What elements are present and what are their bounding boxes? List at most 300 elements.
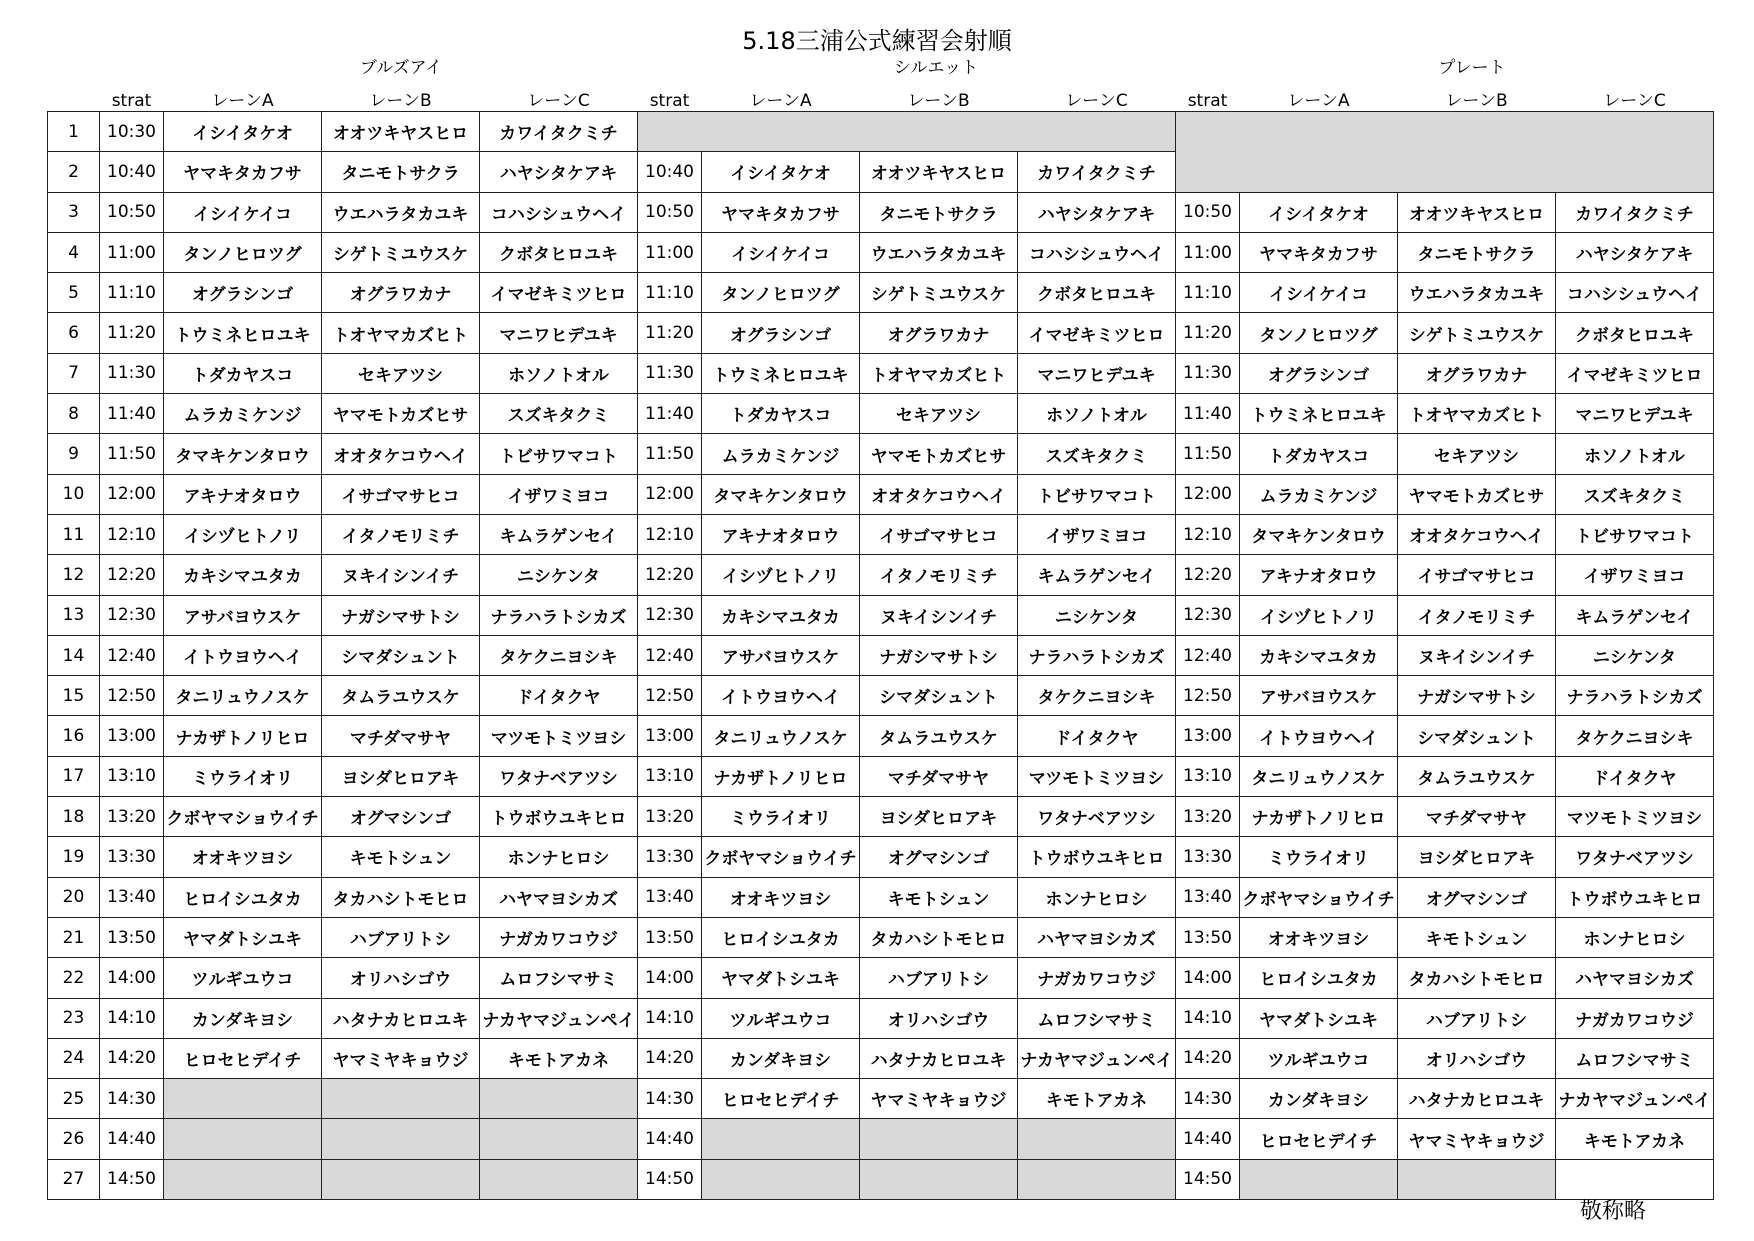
shooter-bullseye-lane-a	[164, 1079, 322, 1119]
shooter-silhouette-lane-a: オオキツヨシ	[702, 877, 860, 917]
shooter-silhouette-lane-c: タケクニヨシキ	[1018, 676, 1176, 716]
shooter-bullseye-lane-b: オグラワカナ	[322, 273, 480, 313]
start-time-silhouette: 14:40	[638, 1119, 702, 1159]
shooter-bullseye-lane-b: セキアツシ	[322, 353, 480, 393]
start-time-silhouette: 11:00	[638, 232, 702, 272]
shooter-bullseye-lane-c: ハヤシタケアキ	[480, 152, 638, 192]
table-row	[48, 474, 1714, 514]
shooter-bullseye-lane-b: イサゴマサヒコ	[322, 474, 480, 514]
shooter-bullseye-lane-a	[164, 1119, 322, 1159]
shooter-bullseye-lane-b: ナガシマサトシ	[322, 595, 480, 635]
start-time-bullseye: 12:20	[100, 555, 164, 595]
shooter-bullseye-lane-c: クボタヒロユキ	[480, 232, 638, 272]
table-row	[48, 998, 1714, 1038]
row-number: 1	[48, 112, 100, 152]
start-time-silhouette: 13:30	[638, 837, 702, 877]
shooter-bullseye-lane-c: カワイタクミチ	[480, 112, 638, 152]
shooter-silhouette-lane-a: トウミネヒロユキ	[702, 353, 860, 393]
header-lane-a: レーンA	[211, 91, 274, 111]
row-number: 27	[48, 1159, 100, 1199]
shooter-bullseye-lane-b: オリハシゴウ	[322, 958, 480, 998]
table-row	[48, 273, 1714, 313]
start-time-silhouette: 14:00	[638, 958, 702, 998]
shooter-bullseye-lane-c: マツモトミツヨシ	[480, 716, 638, 756]
start-time-plate: 12:20	[1176, 555, 1240, 595]
start-time-plate: 14:00	[1176, 958, 1240, 998]
header-start: strat	[111, 91, 152, 111]
table-row	[48, 1079, 1714, 1119]
header-start: strat	[649, 91, 690, 111]
shooter-bullseye-lane-a	[164, 1159, 322, 1199]
row-number: 14	[48, 635, 100, 675]
shooter-silhouette-lane-c: ドイタクヤ	[1018, 716, 1176, 756]
shooter-plate-lane-a: トダカヤスコ	[1240, 434, 1398, 474]
shooter-silhouette-lane-a	[702, 1159, 860, 1199]
shooter-silhouette-lane-b: シゲトミユウスケ	[860, 273, 1018, 313]
shooter-silhouette-lane-b	[860, 1119, 1018, 1159]
start-time-plate: 13:10	[1176, 756, 1240, 796]
shooter-bullseye-lane-c: コハシシュウヘイ	[480, 192, 638, 232]
shooter-plate-lane-c: ナガカワコウジ	[1556, 998, 1714, 1038]
shooter-bullseye-lane-b: トオヤマカズヒト	[322, 313, 480, 353]
start-time-bullseye: 11:30	[100, 353, 164, 393]
start-time-bullseye: 14:10	[100, 998, 164, 1038]
shooter-plate-lane-b: タカハシトモヒロ	[1398, 958, 1556, 998]
start-time-silhouette: 10:40	[638, 152, 702, 192]
shooter-silhouette-lane-b	[860, 1159, 1018, 1199]
shooter-plate-lane-b: セキアツシ	[1398, 434, 1556, 474]
empty-block-silhouette	[638, 112, 1176, 152]
start-time-plate: 12:10	[1176, 514, 1240, 554]
start-time-bullseye: 12:50	[100, 676, 164, 716]
shooter-plate-lane-a: ナカザトノリヒロ	[1240, 797, 1398, 837]
shooter-plate-lane-b: トオヤマカズヒト	[1398, 394, 1556, 434]
honorifics-omitted-note: 敬称略	[1580, 1199, 1647, 1224]
shooter-plate-lane-b: タニモトサクラ	[1398, 232, 1556, 272]
shooter-bullseye-lane-b: ヤマモトカズヒサ	[322, 394, 480, 434]
shooter-bullseye-lane-a: オグラシンゴ	[164, 273, 322, 313]
start-time-bullseye: 14:30	[100, 1079, 164, 1119]
shooter-plate-lane-a: イシイタケオ	[1240, 192, 1398, 232]
row-number: 8	[48, 394, 100, 434]
row-number: 9	[48, 434, 100, 474]
shooter-silhouette-lane-c: ナガカワコウジ	[1018, 958, 1176, 998]
shooter-silhouette-lane-a: タンノヒロツグ	[702, 273, 860, 313]
shooter-plate-lane-b: シゲトミユウスケ	[1398, 313, 1556, 353]
shooter-bullseye-lane-c	[480, 1079, 638, 1119]
table-row	[48, 958, 1714, 998]
shooter-bullseye-lane-b: タムラユウスケ	[322, 676, 480, 716]
shooter-plate-lane-a: ヒロセヒデイチ	[1240, 1119, 1398, 1159]
shooter-plate-lane-a: タマキケンタロウ	[1240, 514, 1398, 554]
table-row	[48, 917, 1714, 957]
table-row	[48, 676, 1714, 716]
shooter-plate-lane-b: ヤマモトカズヒサ	[1398, 474, 1556, 514]
row-number: 3	[48, 192, 100, 232]
shooter-bullseye-lane-a: タンノヒロツグ	[164, 232, 322, 272]
start-time-plate: 12:30	[1176, 595, 1240, 635]
table-row	[48, 837, 1714, 877]
shooter-plate-lane-b: イタノモリミチ	[1398, 595, 1556, 635]
shooter-plate-lane-b: オグラワカナ	[1398, 353, 1556, 393]
shooter-bullseye-lane-a: ヤマダトシユキ	[164, 917, 322, 957]
shooter-plate-lane-a: イトウヨウヘイ	[1240, 716, 1398, 756]
start-time-bullseye: 13:10	[100, 756, 164, 796]
start-time-bullseye: 10:30	[100, 112, 164, 152]
table-row	[48, 635, 1714, 675]
row-number: 21	[48, 917, 100, 957]
header-lane-c: レーンC	[1065, 91, 1128, 111]
row-number: 11	[48, 514, 100, 554]
shooter-bullseye-lane-c: イザワミヨコ	[480, 474, 638, 514]
shooter-bullseye-lane-a: ヒロセヒデイチ	[164, 1038, 322, 1078]
row-number: 6	[48, 313, 100, 353]
header-lane-b: レーンB	[1445, 91, 1508, 111]
start-time-silhouette: 14:20	[638, 1038, 702, 1078]
row-number: 22	[48, 958, 100, 998]
shooter-silhouette-lane-b: ウエハラタカユキ	[860, 232, 1018, 272]
shooter-silhouette-lane-b: ヌキイシンイチ	[860, 595, 1018, 635]
shooter-bullseye-lane-a: イシイタケオ	[164, 112, 322, 152]
start-time-silhouette: 12:30	[638, 595, 702, 635]
start-time-silhouette: 12:00	[638, 474, 702, 514]
shooter-silhouette-lane-b: マチダマサヤ	[860, 756, 1018, 796]
empty-block-plate	[1176, 112, 1714, 193]
shooter-bullseye-lane-a: タマキケンタロウ	[164, 434, 322, 474]
table-row	[48, 877, 1714, 917]
row-number: 19	[48, 837, 100, 877]
shooter-plate-lane-c: タケクニヨシキ	[1556, 716, 1714, 756]
table-row	[48, 555, 1714, 595]
shooter-plate-lane-b: オオタケコウヘイ	[1398, 514, 1556, 554]
shooter-bullseye-lane-b: ヌキイシンイチ	[322, 555, 480, 595]
start-time-silhouette: 14:50	[638, 1159, 702, 1199]
shooter-plate-lane-b: ハブアリトシ	[1398, 998, 1556, 1038]
shooter-bullseye-lane-c: ニシケンタ	[480, 555, 638, 595]
shooter-silhouette-lane-c: イマゼキミツヒロ	[1018, 313, 1176, 353]
shooter-silhouette-lane-a: ヤマキタカフサ	[702, 192, 860, 232]
shooter-silhouette-lane-a: イシイタケオ	[702, 152, 860, 192]
shooter-bullseye-lane-a: ツルギユウコ	[164, 958, 322, 998]
shooter-silhouette-lane-b: オグマシンゴ	[860, 837, 1018, 877]
shooter-bullseye-lane-c: キムラゲンセイ	[480, 514, 638, 554]
table-row	[48, 1159, 1714, 1199]
shooter-plate-lane-c: クボタヒロユキ	[1556, 313, 1714, 353]
shooter-silhouette-lane-a: イシイケイコ	[702, 232, 860, 272]
start-time-plate: 10:50	[1176, 192, 1240, 232]
table-row	[48, 797, 1714, 837]
shooter-plate-lane-a: ヤマダトシユキ	[1240, 998, 1398, 1038]
shooter-silhouette-lane-a: ヒロイシユタカ	[702, 917, 860, 957]
shooter-silhouette-lane-b: タムラユウスケ	[860, 716, 1018, 756]
shooter-silhouette-lane-c: ハヤマヨシカズ	[1018, 917, 1176, 957]
start-time-bullseye: 11:20	[100, 313, 164, 353]
shooter-silhouette-lane-b: イタノモリミチ	[860, 555, 1018, 595]
row-number: 5	[48, 273, 100, 313]
table-row	[48, 595, 1714, 635]
shooter-silhouette-lane-c: キムラゲンセイ	[1018, 555, 1176, 595]
shooter-bullseye-lane-b: オオツキヤスヒロ	[322, 112, 480, 152]
start-time-plate: 12:00	[1176, 474, 1240, 514]
start-time-silhouette: 11:50	[638, 434, 702, 474]
shooter-bullseye-lane-a: タニリュウノスケ	[164, 676, 322, 716]
header-number	[48, 79, 100, 112]
shooter-plate-lane-c: マツモトミツヨシ	[1556, 797, 1714, 837]
shooter-silhouette-lane-a: イトウヨウヘイ	[702, 676, 860, 716]
shooter-silhouette-lane-c: イザワミヨコ	[1018, 514, 1176, 554]
shooter-plate-lane-a: カキシマユタカ	[1240, 635, 1398, 675]
start-time-silhouette: 13:00	[638, 716, 702, 756]
row-number: 24	[48, 1038, 100, 1078]
shooter-plate-lane-b: ヤマミヤキョウジ	[1398, 1119, 1556, 1159]
shooter-plate-lane-a: ヤマキタカフサ	[1240, 232, 1398, 272]
shooter-plate-lane-c: トビサワマコト	[1556, 514, 1714, 554]
shooter-bullseye-lane-b: ハタナカヒロユキ	[322, 998, 480, 1038]
shooter-bullseye-lane-c	[480, 1159, 638, 1199]
shooter-bullseye-lane-b	[322, 1079, 480, 1119]
shooter-bullseye-lane-a: イシヅヒトノリ	[164, 514, 322, 554]
row-number: 13	[48, 595, 100, 635]
row-number: 17	[48, 756, 100, 796]
shooter-silhouette-lane-b: オオタケコウヘイ	[860, 474, 1018, 514]
start-time-plate: 13:00	[1176, 716, 1240, 756]
shooter-plate-lane-b: オリハシゴウ	[1398, 1038, 1556, 1078]
start-time-plate: 14:50	[1176, 1159, 1240, 1199]
start-time-plate: 14:30	[1176, 1079, 1240, 1119]
shooter-plate-lane-c: ナラハラトシカズ	[1556, 676, 1714, 716]
shooter-silhouette-lane-c: ムロフシマサミ	[1018, 998, 1176, 1038]
shooter-bullseye-lane-a: カキシマユタカ	[164, 555, 322, 595]
start-time-silhouette: 14:10	[638, 998, 702, 1038]
shooter-silhouette-lane-b: タニモトサクラ	[860, 192, 1018, 232]
shooter-silhouette-lane-b: ヤマミヤキョウジ	[860, 1079, 1018, 1119]
shooter-bullseye-lane-a: イシイケイコ	[164, 192, 322, 232]
shooter-bullseye-lane-c: ドイタクヤ	[480, 676, 638, 716]
shooter-bullseye-lane-b	[322, 1159, 480, 1199]
shooter-silhouette-lane-c: トビサワマコト	[1018, 474, 1176, 514]
shooter-bullseye-lane-a: ミウライオリ	[164, 756, 322, 796]
start-time-plate: 11:30	[1176, 353, 1240, 393]
start-time-plate: 11:20	[1176, 313, 1240, 353]
shooter-silhouette-lane-b: ヤマモトカズヒサ	[860, 434, 1018, 474]
shooter-plate-lane-b: マチダマサヤ	[1398, 797, 1556, 837]
start-time-plate: 13:30	[1176, 837, 1240, 877]
shooter-plate-lane-a: ツルギユウコ	[1240, 1038, 1398, 1078]
shooter-plate-lane-c: カワイタクミチ	[1556, 192, 1714, 232]
table-row	[48, 1119, 1714, 1159]
shooter-silhouette-lane-b: ナガシマサトシ	[860, 635, 1018, 675]
shooter-plate-lane-a: タンノヒロツグ	[1240, 313, 1398, 353]
shooter-bullseye-lane-b: シマダシュント	[322, 635, 480, 675]
shooter-bullseye-lane-c: マニワヒデユキ	[480, 313, 638, 353]
shooter-bullseye-lane-a: カンダキヨシ	[164, 998, 322, 1038]
shooter-bullseye-lane-b: シゲトミユウスケ	[322, 232, 480, 272]
shooter-silhouette-lane-a: カンダキヨシ	[702, 1038, 860, 1078]
shooter-silhouette-lane-a	[702, 1119, 860, 1159]
shooter-bullseye-lane-a: トダカヤスコ	[164, 353, 322, 393]
shooter-silhouette-lane-c: ナカヤマジュンペイ	[1018, 1038, 1176, 1078]
shooter-silhouette-lane-a: アキナオタロウ	[702, 514, 860, 554]
shooter-silhouette-lane-a: トダカヤスコ	[702, 394, 860, 434]
row-number: 12	[48, 555, 100, 595]
shooter-bullseye-lane-c: ナガカワコウジ	[480, 917, 638, 957]
shooter-bullseye-lane-c: ハヤマヨシカズ	[480, 877, 638, 917]
shooter-plate-lane-c: キムラゲンセイ	[1556, 595, 1714, 635]
shooter-bullseye-lane-c: スズキタクミ	[480, 394, 638, 434]
shooter-silhouette-lane-c: ホソノトオル	[1018, 394, 1176, 434]
start-time-silhouette: 12:10	[638, 514, 702, 554]
start-time-plate: 13:20	[1176, 797, 1240, 837]
shooter-silhouette-lane-a: タニリュウノスケ	[702, 716, 860, 756]
shooter-plate-lane-b: ヨシダヒロアキ	[1398, 837, 1556, 877]
row-number: 7	[48, 353, 100, 393]
shooter-plate-lane-b: イサゴマサヒコ	[1398, 555, 1556, 595]
table-row	[48, 112, 1714, 152]
row-number: 16	[48, 716, 100, 756]
start-time-silhouette: 11:40	[638, 394, 702, 434]
table-row	[48, 716, 1714, 756]
shooter-plate-lane-c: ハヤマヨシカズ	[1556, 958, 1714, 998]
start-time-plate: 11:00	[1176, 232, 1240, 272]
shooter-bullseye-lane-a: アキナオタロウ	[164, 474, 322, 514]
start-time-silhouette: 14:30	[638, 1079, 702, 1119]
shooter-plate-lane-c: ナカヤマジュンペイ	[1556, 1079, 1714, 1119]
start-time-plate: 11:40	[1176, 394, 1240, 434]
shooter-plate-lane-c: イマゼキミツヒロ	[1556, 353, 1714, 393]
shooter-plate-lane-c: イザワミヨコ	[1556, 555, 1714, 595]
shooter-bullseye-lane-a: アサバヨウスケ	[164, 595, 322, 635]
shooter-silhouette-lane-a: アサバヨウスケ	[702, 635, 860, 675]
shooter-bullseye-lane-b: オオタケコウヘイ	[322, 434, 480, 474]
shooter-silhouette-lane-b: キモトシュン	[860, 877, 1018, 917]
shooter-bullseye-lane-a: ナカザトノリヒロ	[164, 716, 322, 756]
shooter-bullseye-lane-c: タケクニヨシキ	[480, 635, 638, 675]
shooter-plate-lane-a: ムラカミケンジ	[1240, 474, 1398, 514]
group-label-bullseye: ブルズアイ	[359, 58, 443, 78]
row-number: 18	[48, 797, 100, 837]
shooter-plate-lane-c: キモトアカネ	[1556, 1119, 1714, 1159]
shooter-bullseye-lane-c: トウボウユキヒロ	[480, 797, 638, 837]
shooter-silhouette-lane-c: クボタヒロユキ	[1018, 273, 1176, 313]
header-lane-b: レーンB	[907, 91, 970, 111]
shooter-bullseye-lane-b: タカハシトモヒロ	[322, 877, 480, 917]
shooter-bullseye-lane-c: ワタナベアツシ	[480, 756, 638, 796]
header-lane-b: レーンB	[369, 91, 432, 111]
shooter-silhouette-lane-a: クボヤマショウイチ	[702, 837, 860, 877]
shooter-silhouette-lane-c	[1018, 1159, 1176, 1199]
shooter-plate-lane-a: カンダキヨシ	[1240, 1079, 1398, 1119]
row-number: 15	[48, 676, 100, 716]
shooter-silhouette-lane-b: オグラワカナ	[860, 313, 1018, 353]
table-row	[48, 232, 1714, 272]
shooter-plate-lane-b: ヌキイシンイチ	[1398, 635, 1556, 675]
shooter-plate-lane-a: ミウライオリ	[1240, 837, 1398, 877]
shooter-silhouette-lane-c: ワタナベアツシ	[1018, 797, 1176, 837]
shooter-silhouette-lane-b: オオツキヤスヒロ	[860, 152, 1018, 192]
table-row	[48, 434, 1714, 474]
shooter-silhouette-lane-b: ハブアリトシ	[860, 958, 1018, 998]
start-time-bullseye: 13:30	[100, 837, 164, 877]
shooter-plate-lane-a: アキナオタロウ	[1240, 555, 1398, 595]
shooter-silhouette-lane-a: タマキケンタロウ	[702, 474, 860, 514]
start-time-silhouette: 12:40	[638, 635, 702, 675]
shooter-plate-lane-a: ヒロイシユタカ	[1240, 958, 1398, 998]
table-row	[48, 353, 1714, 393]
row-number: 25	[48, 1079, 100, 1119]
shooter-bullseye-lane-a: イトウヨウヘイ	[164, 635, 322, 675]
shooter-silhouette-lane-b: ハタナカヒロユキ	[860, 1038, 1018, 1078]
start-time-bullseye: 14:50	[100, 1159, 164, 1199]
shooter-bullseye-lane-c: ナラハラトシカズ	[480, 595, 638, 635]
shooter-plate-lane-b: ハタナカヒロユキ	[1398, 1079, 1556, 1119]
shooter-silhouette-lane-a: オグラシンゴ	[702, 313, 860, 353]
shooter-silhouette-lane-c: ナラハラトシカズ	[1018, 635, 1176, 675]
start-time-bullseye: 11:00	[100, 232, 164, 272]
shooter-bullseye-lane-c: ナカヤマジュンペイ	[480, 998, 638, 1038]
shooter-bullseye-lane-c: キモトアカネ	[480, 1038, 638, 1078]
table-row	[48, 756, 1714, 796]
shooter-silhouette-lane-b: トオヤマカズヒト	[860, 353, 1018, 393]
shooter-bullseye-lane-b	[322, 1119, 480, 1159]
shooter-plate-lane-b: シマダシュント	[1398, 716, 1556, 756]
shooter-bullseye-lane-a: トウミネヒロユキ	[164, 313, 322, 353]
start-time-silhouette: 13:20	[638, 797, 702, 837]
start-time-plate: 13:50	[1176, 917, 1240, 957]
start-time-plate: 14:20	[1176, 1038, 1240, 1078]
page-title: 5.18三浦公式練習会射順	[742, 27, 1012, 55]
shooter-silhouette-lane-a: ナカザトノリヒロ	[702, 756, 860, 796]
row-number: 10	[48, 474, 100, 514]
shooter-silhouette-lane-c: キモトアカネ	[1018, 1079, 1176, 1119]
shooter-silhouette-lane-c: コハシシュウヘイ	[1018, 232, 1176, 272]
start-time-plate: 11:10	[1176, 273, 1240, 313]
table-row	[48, 313, 1714, 353]
shooter-plate-lane-b: キモトシュン	[1398, 917, 1556, 957]
shooter-plate-lane-c: ワタナベアツシ	[1556, 837, 1714, 877]
shooter-silhouette-lane-c: マツモトミツヨシ	[1018, 756, 1176, 796]
start-time-silhouette: 10:50	[638, 192, 702, 232]
header-row	[48, 79, 1714, 112]
start-time-bullseye: 13:00	[100, 716, 164, 756]
shooter-silhouette-lane-a: ミウライオリ	[702, 797, 860, 837]
table-row	[48, 394, 1714, 434]
shooter-bullseye-lane-b: イタノモリミチ	[322, 514, 480, 554]
shooter-silhouette-lane-c	[1018, 1119, 1176, 1159]
start-time-silhouette: 12:20	[638, 555, 702, 595]
row-number: 2	[48, 152, 100, 192]
start-time-bullseye: 13:40	[100, 877, 164, 917]
shooter-bullseye-lane-a: クボヤマショウイチ	[164, 797, 322, 837]
shooter-silhouette-lane-c: ニシケンタ	[1018, 595, 1176, 635]
row-number: 26	[48, 1119, 100, 1159]
shooter-silhouette-lane-b: オリハシゴウ	[860, 998, 1018, 1038]
shooter-bullseye-lane-c: ムロフシマサミ	[480, 958, 638, 998]
shooter-plate-lane-a: オオキツヨシ	[1240, 917, 1398, 957]
row-number: 4	[48, 232, 100, 272]
shooter-plate-lane-a: アサバヨウスケ	[1240, 676, 1398, 716]
header-lane-a: レーンA	[749, 91, 812, 111]
shooter-bullseye-lane-b: オグマシンゴ	[322, 797, 480, 837]
start-time-plate: 12:50	[1176, 676, 1240, 716]
start-time-bullseye: 12:30	[100, 595, 164, 635]
header-lane-c: レーンC	[1603, 91, 1666, 111]
start-time-plate: 13:40	[1176, 877, 1240, 917]
start-time-silhouette: 13:50	[638, 917, 702, 957]
shooting-order-table	[47, 79, 1714, 1200]
table-row	[48, 1038, 1714, 1078]
start-time-plate: 14:10	[1176, 998, 1240, 1038]
shooter-bullseye-lane-b: ヨシダヒロアキ	[322, 756, 480, 796]
